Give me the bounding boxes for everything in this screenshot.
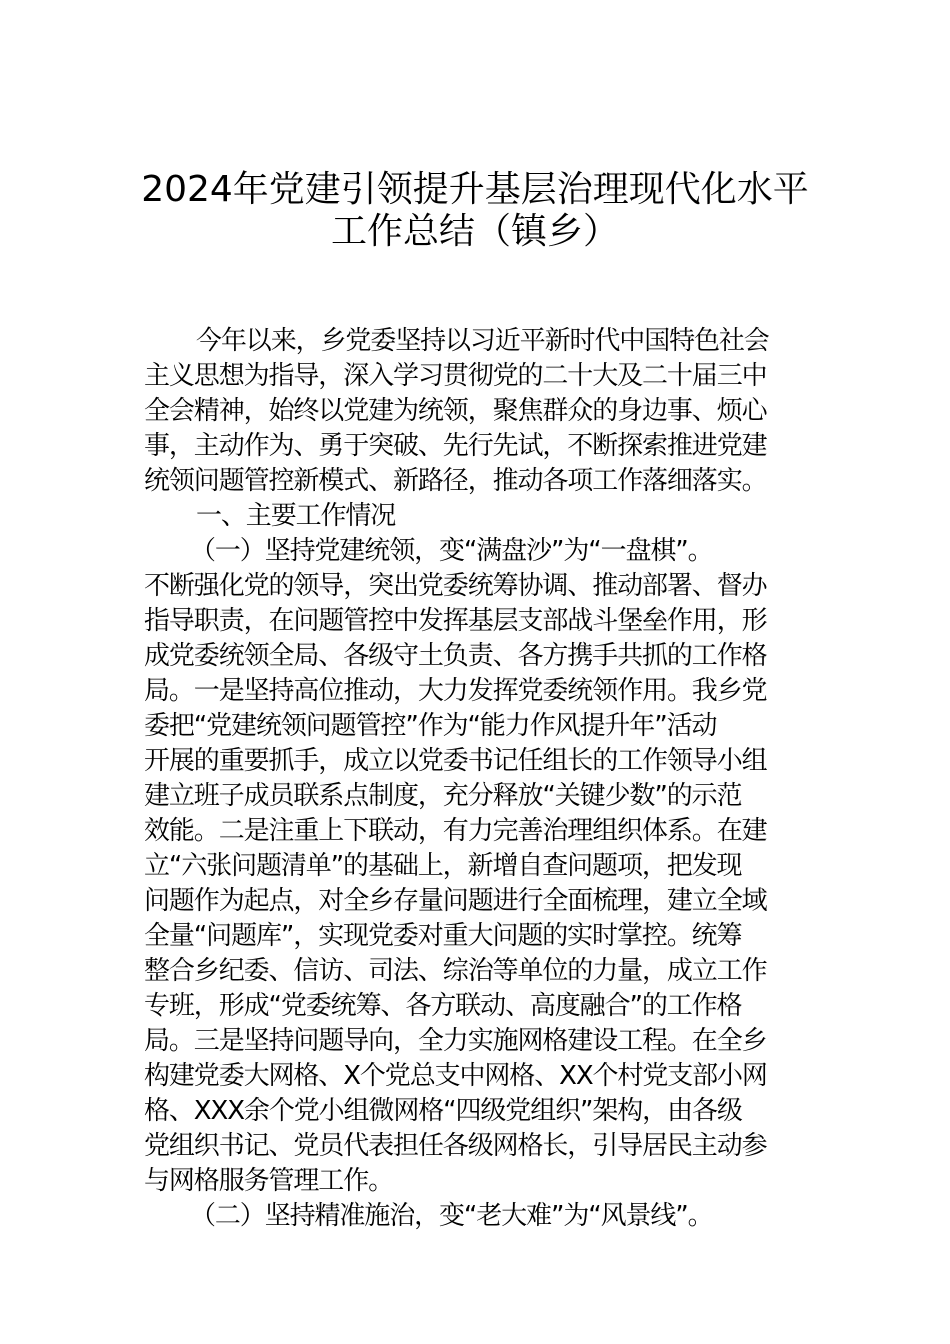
document-title-line-1: 2024年党建引领提升基层治理现代化水平: [141, 169, 809, 210]
paragraph-line: 委把“党建统领问题管控”作为“能力作风提升年”活动: [144, 711, 717, 741]
paragraph-line: 立“六张问题清单”的基础上，新增自查问题项，把发现: [144, 851, 742, 881]
paragraph-line: 局。三是坚持问题导向，全力实施网格建设工程。在全乡: [144, 1026, 767, 1056]
paragraph-line: 统领问题管控新模式、新路径，推动各项工作落细落实。: [144, 466, 767, 496]
subsection-heading: （一）坚持党建统领，变“满盘沙”为“一盘棋”。: [190, 536, 713, 566]
paragraph-line: 今年以来，乡党委坚持以习近平新时代中国特色社会: [196, 326, 769, 356]
paragraph-line: 建立班子成员联系点制度，充分释放“关键少数”的示范: [144, 781, 742, 811]
paragraph-line: 指导职责，在问题管控中发挥基层支部战斗堡垒作用，形: [144, 606, 767, 636]
paragraph-line: 效能。二是注重上下联动，有力完善治理组织体系。在建: [144, 816, 767, 846]
section-heading: 一、主要工作情况: [196, 501, 396, 531]
document-title-line-2: 工作总结（镇乡）: [330, 211, 619, 252]
subsection-heading: （二）坚持精准施治，变“老大难”为“风景线”。: [190, 1201, 713, 1231]
paragraph-line: 全会精神，始终以党建为统领，聚焦群众的身边事、烦心: [144, 396, 767, 426]
paragraph-line: 构建党委大网格、X个党总支中网格、XX个村党支部小网: [144, 1061, 767, 1091]
document-body: [144, 324, 810, 1234]
paragraph-line: 专班，形成“党委统筹、各方联动、高度融合”的工作格: [144, 991, 742, 1021]
paragraph-line: 成党委统领全局、各级守土负责、各方携手共抓的工作格: [144, 641, 767, 671]
paragraph-line: 整合乡纪委、信访、司法、综治等单位的力量，成立工作: [144, 956, 767, 986]
paragraph-line: 全量“问题库”，实现党委对重大问题的实时掌控。统筹: [144, 921, 742, 951]
paragraph-line: 事，主动作为、勇于突破、先行先试，不断探索推进党建: [144, 431, 767, 461]
paragraph-line: 不断强化党的领导，突出党委统筹协调、推动部署、督办: [144, 571, 767, 601]
paragraph-line: 主义思想为指导，深入学习贯彻党的二十大及二十届三中: [144, 361, 767, 391]
paragraph-line: 问题作为起点，对全乡存量问题进行全面梳理，建立全域: [144, 886, 767, 916]
paragraph-line: 与网格服务管理工作。: [144, 1166, 394, 1196]
paragraph-line: 格、XXX余个党小组微网格“四级党组织”架构，由各级: [144, 1096, 742, 1126]
paragraph-line: 局。一是坚持高位推动，大力发挥党委统领作用。我乡党: [144, 676, 767, 706]
paragraph-line: 开展的重要抓手，成立以党委书记任组长的工作领导小组: [144, 746, 767, 776]
paragraph-line: 党组织书记、党员代表担任各级网格长，引导居民主动参: [144, 1131, 767, 1161]
